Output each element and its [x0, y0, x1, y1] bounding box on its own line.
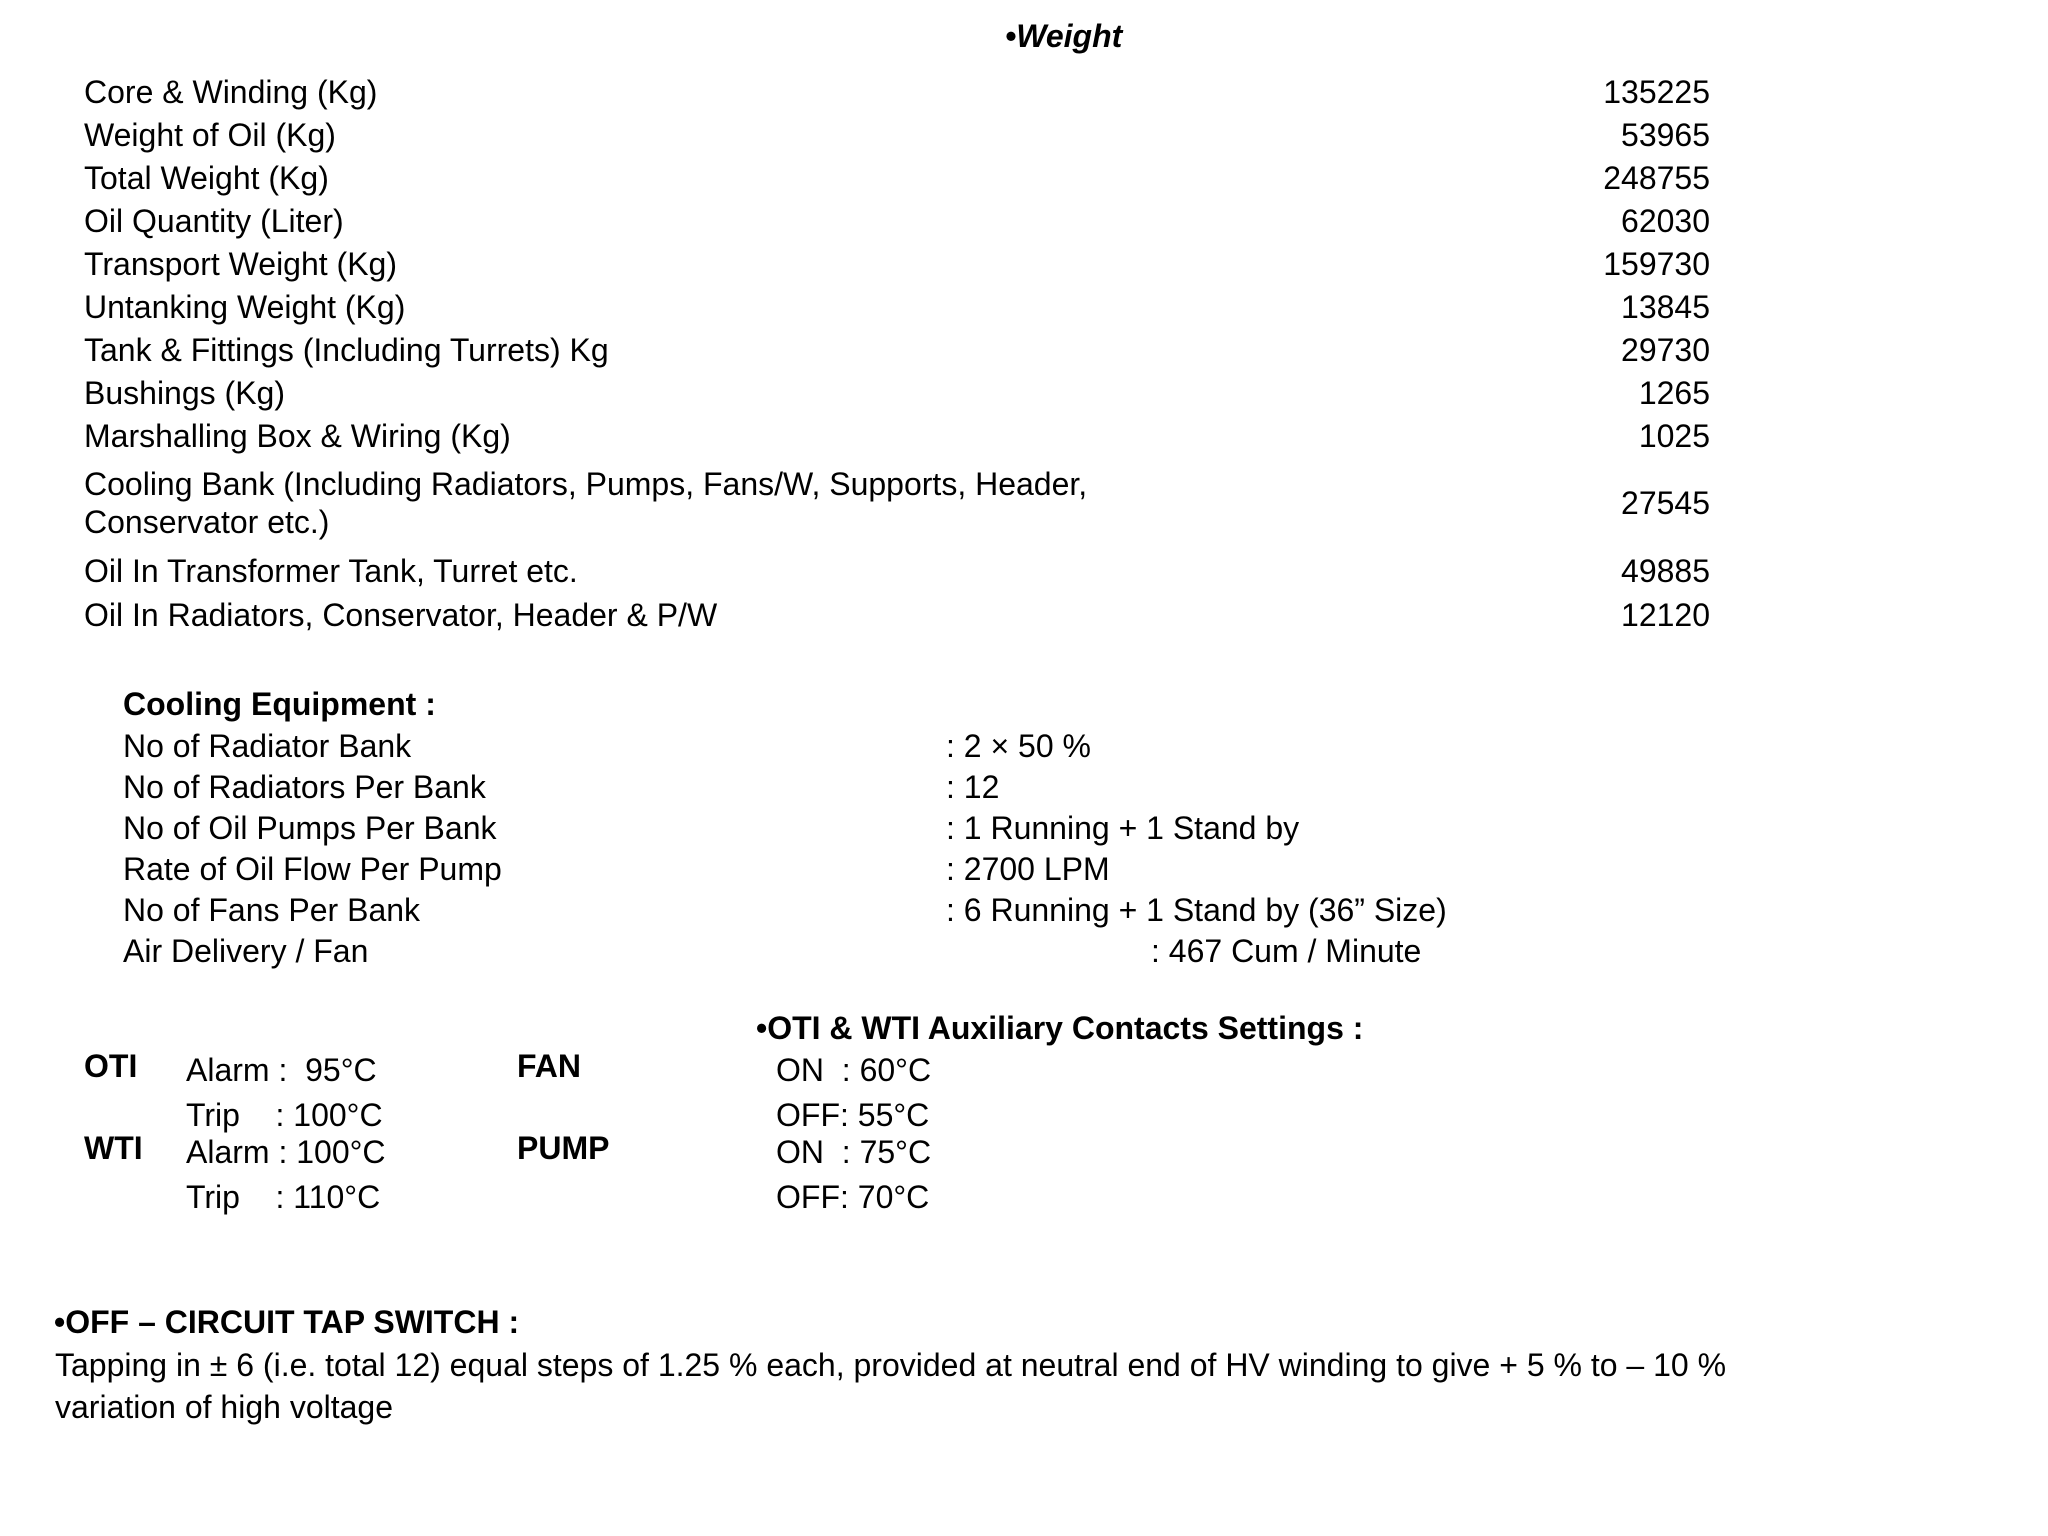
weight-row-total — [84, 156, 1710, 199]
weight-label: Oil In Transformer Tank, Turret etc. — [84, 553, 578, 589]
weight-row-cooling-bank — [84, 457, 1710, 549]
tap-switch-description: Tapping in ± 6 (i.e. total 12) equal steps of 1.25 % each, provided at neutral end of HV winding to give + 5 % to – 10 % variation of high voltage — [55, 1347, 1727, 1425]
weight-row-oil-radiators — [84, 593, 1710, 637]
weight-label: Weight of Oil (Kg) — [84, 116, 336, 153]
wti-label: WTI — [84, 1130, 143, 1166]
weight-value: 135225 — [1603, 73, 1710, 110]
weight-label: Core & Winding (Kg) — [84, 73, 378, 110]
weight-section-title: •Weight — [1005, 18, 1123, 54]
weight-value: 1025 — [1638, 417, 1710, 454]
weight-label: Bushings (Kg) — [84, 374, 285, 411]
cooling-section-title: Cooling Equipment : — [123, 686, 436, 722]
weight-row-oil-quantity — [84, 199, 1710, 242]
weight-value: 62030 — [1621, 202, 1710, 239]
weight-label: Untanking Weight (Kg) — [84, 288, 406, 325]
weight-label-line-2: Conservator etc.) — [84, 504, 330, 540]
weight-row-oil-tank — [84, 549, 1710, 593]
pump-off: OFF: 70°C — [776, 1179, 930, 1215]
oti-label: OTI — [84, 1048, 138, 1084]
weight-label: Tank & Fittings (Including Turrets) Kg — [84, 331, 609, 368]
cooling-value: : 6 Running + 1 Stand by (36” Size) — [946, 892, 1447, 928]
weight-label: Marshalling Box & Wiring (Kg) — [84, 417, 511, 454]
weight-value: 159730 — [1603, 245, 1710, 282]
tap-switch-title: •OFF – CIRCUIT TAP SWITCH : — [54, 1304, 520, 1340]
weight-label: Oil Quantity (Liter) — [84, 202, 344, 239]
cooling-label: Air Delivery / Fan — [123, 933, 369, 969]
pump-label: PUMP — [517, 1130, 610, 1166]
wti-trip: Trip : 110°C — [186, 1179, 381, 1215]
weight-label — [84, 457, 1470, 549]
weight-row-marshalling-box — [84, 414, 1710, 457]
weight-row-tank-fittings — [84, 328, 1710, 371]
weight-row-transport — [84, 242, 1710, 285]
weight-value: 248755 — [1603, 159, 1710, 196]
weight-value: 27545 — [1621, 485, 1710, 521]
cooling-label: No of Oil Pumps Per Bank — [123, 810, 497, 846]
cooling-label: Rate of Oil Flow Per Pump — [123, 851, 502, 887]
weight-row-bushings — [84, 371, 1710, 414]
weight-value: 1265 — [1638, 374, 1710, 411]
weight-label: Total Weight (Kg) — [84, 159, 329, 196]
weight-label: Transport Weight (Kg) — [84, 245, 397, 282]
weight-row-untanking — [84, 285, 1710, 328]
cooling-label: No of Radiators Per Bank — [123, 769, 486, 805]
cooling-label: No of Radiator Bank — [123, 728, 412, 764]
cooling-value: : 2700 LPM — [946, 851, 1110, 887]
weight-label: Oil In Radiators, Conservator, Header & P/W — [84, 597, 718, 633]
cooling-value: : 1 Running + 1 Stand by — [946, 810, 1300, 846]
weight-label-line-1: Cooling Bank (Including Radiators, Pumps, Fans/W, Supports, Header, — [84, 466, 1088, 502]
weight-row-oil — [84, 113, 1710, 156]
cooling-value: : 467 Cum / Minute — [1151, 933, 1422, 969]
weight-value: 49885 — [1621, 553, 1710, 589]
oti-alarm: Alarm : 95°C — [186, 1052, 377, 1088]
settings-section-title: •OTI & WTI Auxiliary Contacts Settings : — [756, 1010, 1364, 1046]
weight-table — [84, 70, 1710, 637]
fan-label: FAN — [517, 1048, 581, 1084]
weight-value: 29730 — [1621, 331, 1710, 368]
cooling-value: : 2 × 50 % — [946, 728, 1091, 764]
fan-off: OFF: 55°C — [776, 1097, 930, 1133]
weight-row-core-winding — [84, 70, 1710, 113]
cooling-label: No of Fans Per Bank — [123, 892, 421, 928]
oti-trip: Trip : 100°C — [186, 1097, 383, 1133]
cooling-value: : 12 — [946, 769, 1000, 805]
fan-on: ON : 60°C — [776, 1052, 932, 1088]
weight-value: 12120 — [1621, 597, 1710, 633]
pump-on: ON : 75°C — [776, 1134, 932, 1170]
weight-value: 13845 — [1621, 288, 1710, 325]
weight-value: 53965 — [1621, 116, 1710, 153]
wti-alarm: Alarm : 100°C — [186, 1134, 386, 1170]
